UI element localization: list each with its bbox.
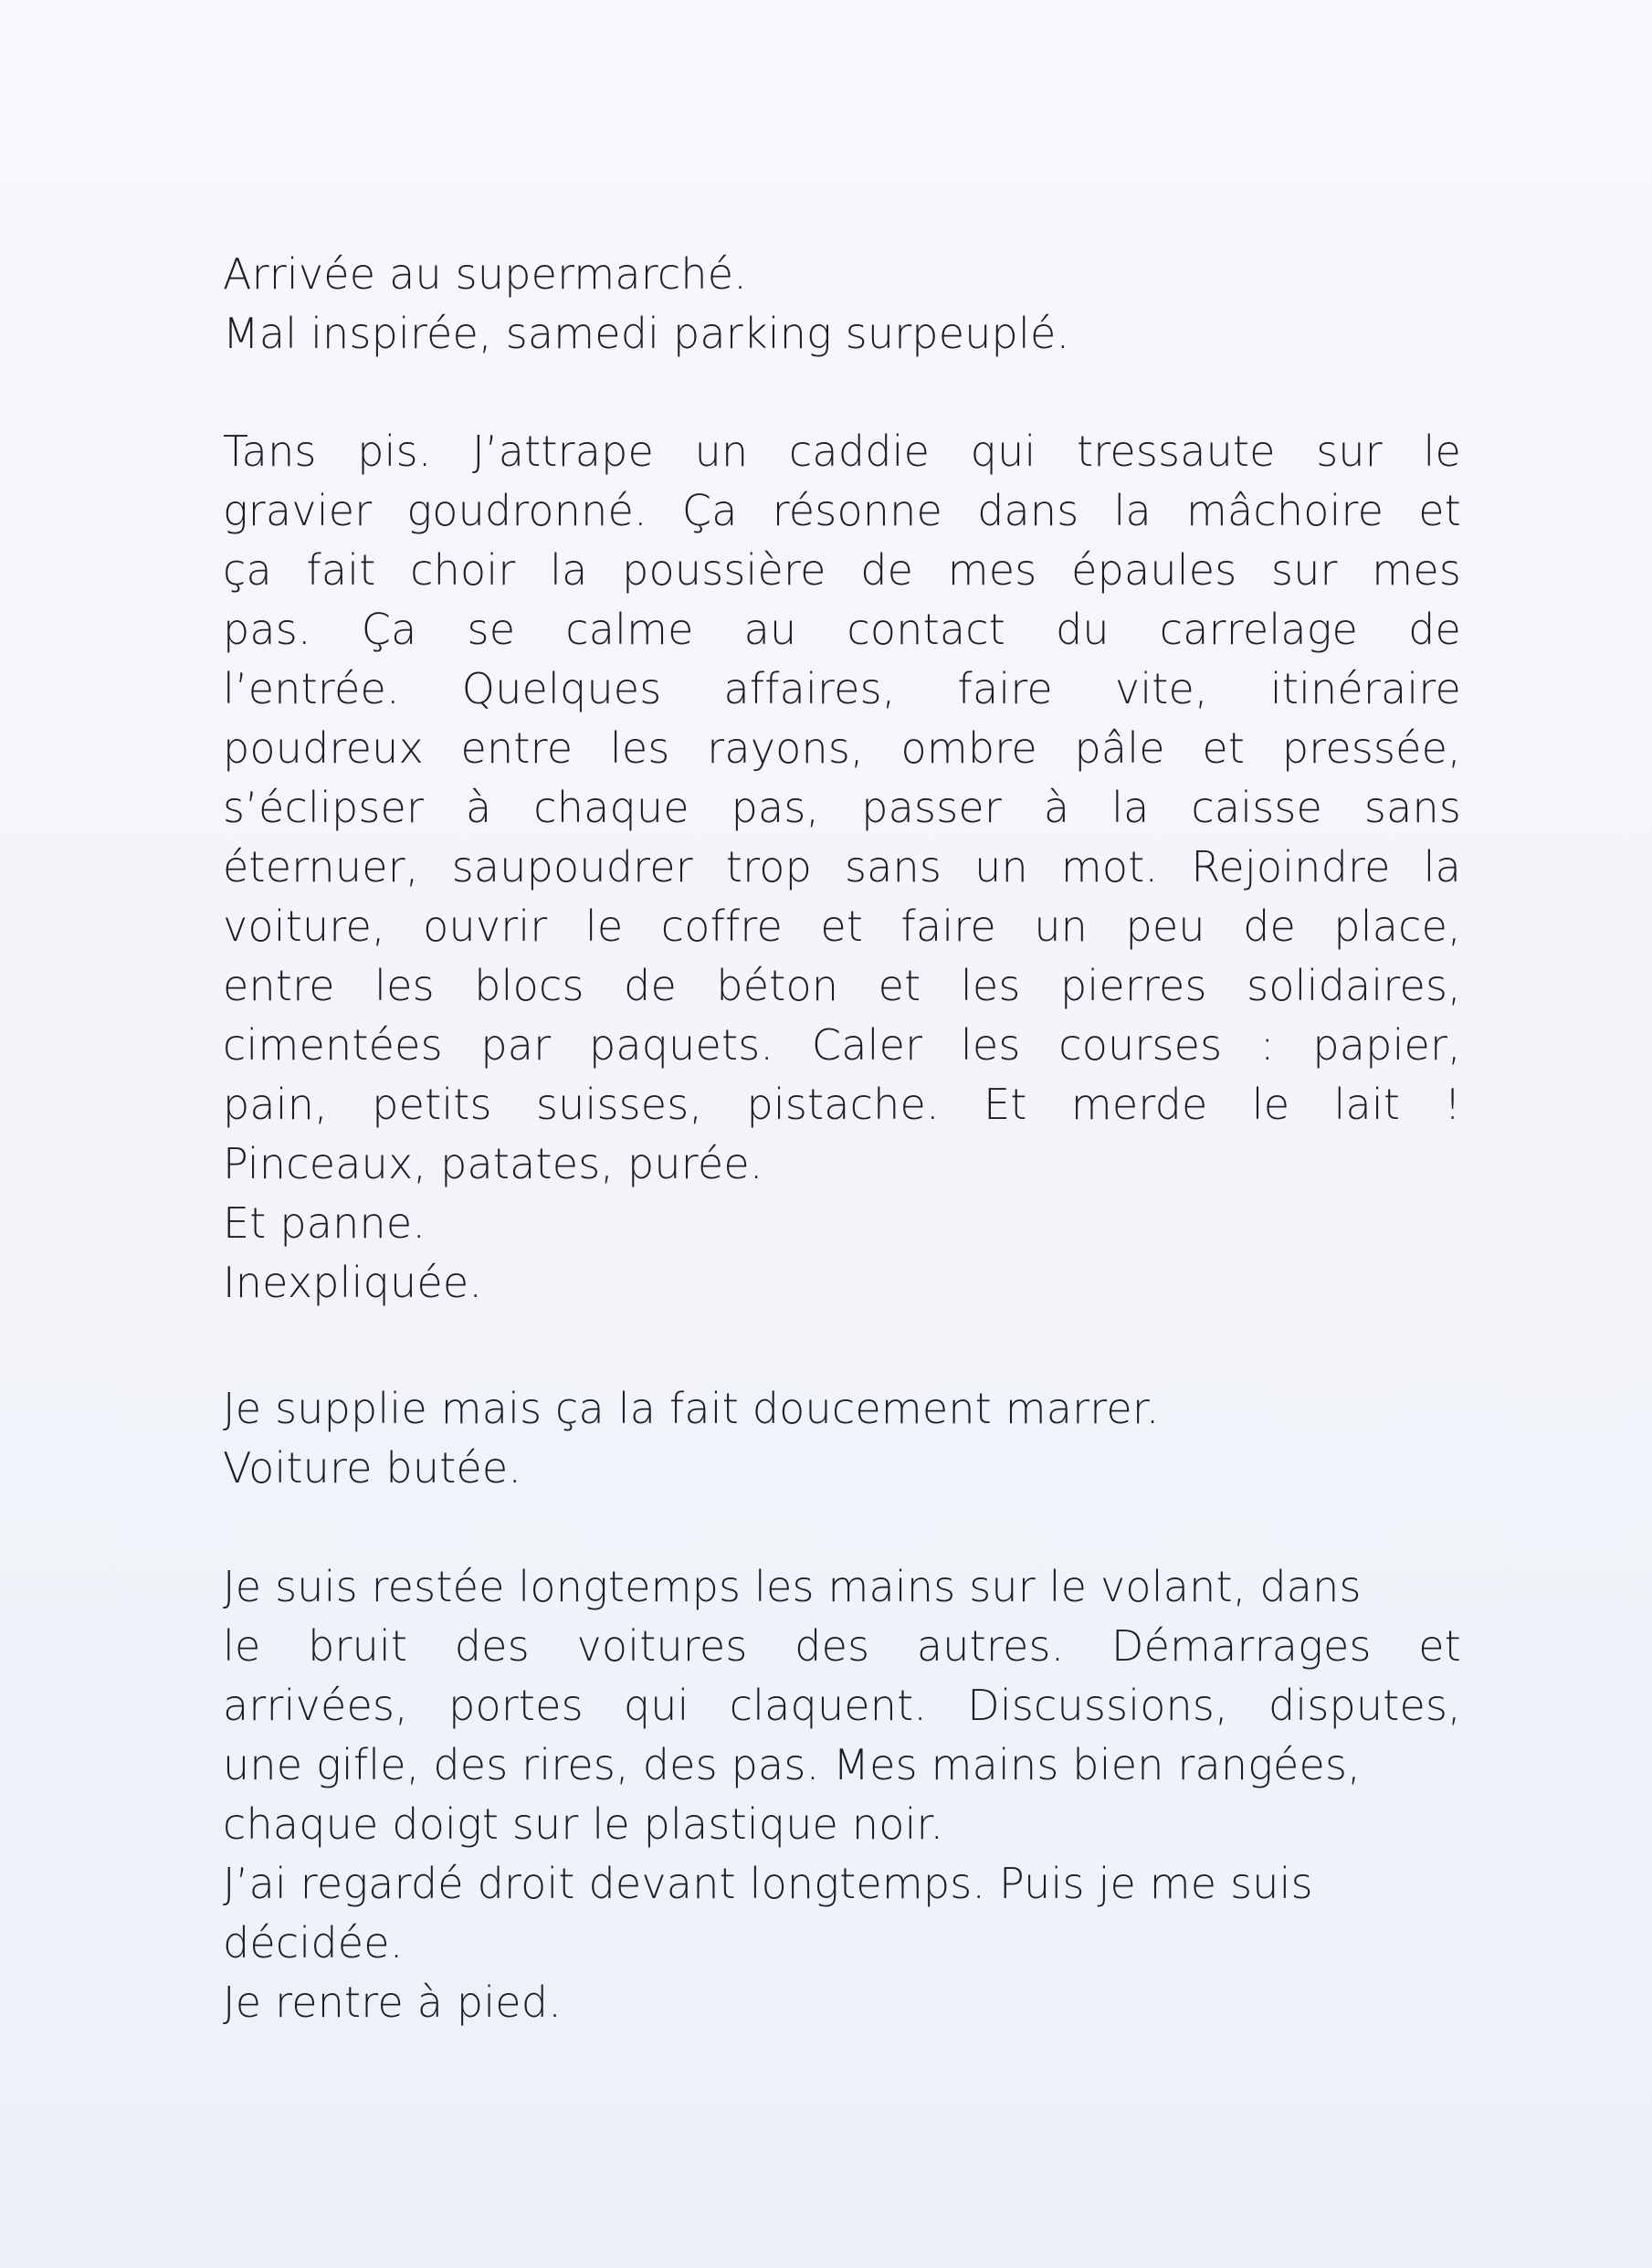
text-line: l’entrée. Quelques affaires, faire vite, itinéraire — [223, 664, 1461, 713]
text-line: J’ai regardé droit devant longtemps. Puis je me suis — [223, 1859, 1313, 1908]
text-line: Je suis restée longtemps les mains sur le volant, dans — [223, 1562, 1362, 1611]
text-line: Voiture butée. — [223, 1443, 522, 1493]
text-line: entre les blocs de béton et les pierres solidaires, — [223, 961, 1461, 1010]
text-line: s’éclipser à chaque pas, passer à la caisse sans — [223, 783, 1461, 832]
text-line: le bruit des voitures des autres. Démarrages et — [223, 1621, 1461, 1671]
paragraph-3 — [223, 1379, 1461, 1498]
text-line: pas. Ça se calme au contact du carrelage de — [223, 605, 1461, 654]
text-line: Pinceaux, patates, purée. — [223, 1139, 763, 1188]
text-line: Je supplie mais ça la fait doucement marrer. — [223, 1384, 1160, 1433]
text-line: chaque doigt sur le plastique noir. — [223, 1799, 944, 1849]
text-line: une gifle, des rires, des pas. Mes mains bien rangées, — [223, 1740, 1362, 1789]
text-line: gravier goudronné. Ça résonne dans la mâchoire et — [223, 486, 1461, 535]
paragraph-1 — [223, 245, 1461, 364]
text-line: Et panne. — [223, 1198, 426, 1248]
text-line: Tans pis. J’attrape un caddie qui tressaute sur le — [223, 427, 1461, 476]
text-line: arrivées, portes qui claquent. Discussions, disputes, — [223, 1681, 1461, 1730]
text-line: Arrivée au supermarché. — [223, 249, 748, 299]
text-line: décidée. — [223, 1918, 404, 1967]
text-line: ça fait choir la poussière de mes épaules sur mes — [223, 545, 1461, 595]
text-line: pain, petits suisses, pistache. Et merde le lait ! — [223, 1080, 1461, 1129]
text-line: Mal inspirée, samedi parking surpeuplé. — [223, 309, 1070, 358]
text-line: voiture, ouvrir le coffre et faire un peu de place, — [223, 902, 1461, 951]
paragraph-2 — [223, 422, 1461, 1313]
paragraph-4 — [223, 1557, 1461, 2032]
text-line: éternuer, saupoudrer trop sans un mot. Rejoindre la — [223, 842, 1461, 891]
text-line: Je rentre à pied. — [223, 1978, 563, 2027]
text-line: Inexpliquée. — [223, 1258, 483, 1307]
text-line: cimentées par paquets. Caler les courses : papier, — [223, 1020, 1461, 1070]
text-line: poudreux entre les rayons, ombre pâle et pressée, — [223, 723, 1461, 773]
